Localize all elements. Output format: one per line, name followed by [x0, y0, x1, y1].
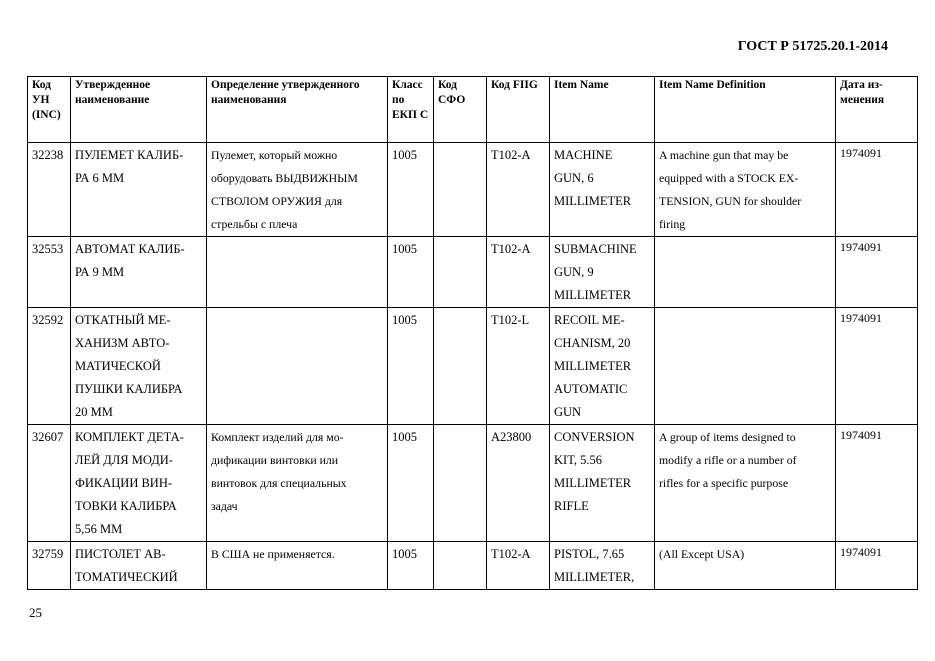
cell-sfo	[434, 425, 487, 542]
table-row	[28, 143, 918, 237]
cell-definition: В США не применяется.	[207, 542, 388, 590]
col-header-class: Класс по ЕКП С	[388, 77, 434, 143]
cell-code: 32759	[28, 542, 71, 590]
cell-date: 1974091	[836, 143, 918, 237]
document-standard-header: ГОСТ Р 51725.20.1-2014	[737, 39, 888, 54]
cell-class: 1005	[388, 308, 434, 425]
col-header-date: Дата из- менения	[836, 77, 918, 143]
cell-class: 1005	[388, 143, 434, 237]
table-row	[28, 542, 918, 590]
cell-name: АВТОМАТ КАЛИБ- РА 9 ММ	[71, 237, 207, 308]
table-header-row	[28, 77, 918, 143]
cell-date: 1974091	[836, 237, 918, 308]
cell-fiig: T102-A	[487, 542, 550, 590]
cell-definition: Комплект изделий для мо- дификации винтовки или винтовок для специальных задач	[207, 425, 388, 542]
col-header-item-name: Item Name	[550, 77, 655, 143]
cell-sfo	[434, 308, 487, 425]
cell-definition	[207, 308, 388, 425]
cell-class: 1005	[388, 542, 434, 590]
cell-date: 1974091	[836, 425, 918, 542]
cell-item-name: MACHINE GUN, 6 MILLIMETER	[550, 143, 655, 237]
col-header-approved-name: Утвержденное наименование	[71, 77, 207, 143]
cell-item-name: PISTOL, 7.65 MILLIMETER,	[550, 542, 655, 590]
cell-fiig: T102-L	[487, 308, 550, 425]
cell-item-definition	[655, 237, 836, 308]
items-table	[27, 76, 918, 590]
cell-fiig: A23800	[487, 425, 550, 542]
cell-fiig: T102-A	[487, 143, 550, 237]
cell-sfo	[434, 237, 487, 308]
cell-definition	[207, 237, 388, 308]
col-header-item-definition: Item Name Definition	[655, 77, 836, 143]
cell-code: 32238	[28, 143, 71, 237]
cell-name: ПУЛЕМЕТ КАЛИБ- РА 6 ММ	[71, 143, 207, 237]
cell-name: ПИСТОЛЕТ АВ- ТОМАТИЧЕСКИЙ	[71, 542, 207, 590]
col-header-code: Код УН (INC)	[28, 77, 71, 143]
table-row	[28, 308, 918, 425]
cell-sfo	[434, 542, 487, 590]
table-row	[28, 425, 918, 542]
cell-item-definition: (All Except USA)	[655, 542, 836, 590]
cell-item-name: RECOIL ME- CHANISM, 20 MILLIMETER AUTOMATIC GUN	[550, 308, 655, 425]
cell-item-definition	[655, 308, 836, 425]
col-header-fiig: Код FIIG	[487, 77, 550, 143]
cell-class: 1005	[388, 237, 434, 308]
cell-date: 1974091	[836, 308, 918, 425]
cell-date: 1974091	[836, 542, 918, 590]
cell-class: 1005	[388, 425, 434, 542]
cell-code: 32607	[28, 425, 71, 542]
cell-item-name: CONVERSION KIT, 5.56 MILLIMETER RIFLE	[550, 425, 655, 542]
cell-fiig: T102-A	[487, 237, 550, 308]
cell-definition: Пулемет, который можно оборудовать ВЫДВИЖНЫМ СТВОЛОМ ОРУЖИЯ для стрельбы с плеча	[207, 143, 388, 237]
cell-name: ОТКАТНЫЙ МЕ- ХАНИЗМ АВТО- МАТИЧЕСКОЙ ПУШКИ КАЛИБРА 20 ММ	[71, 308, 207, 425]
table-row	[28, 237, 918, 308]
page-number: 25	[29, 605, 42, 620]
cell-code: 32592	[28, 308, 71, 425]
cell-sfo	[434, 143, 487, 237]
cell-name: КОМПЛЕКТ ДЕТА- ЛЕЙ ДЛЯ МОДИ- ФИКАЦИИ ВИН- ТОВКИ КАЛИБРА 5,56 ММ	[71, 425, 207, 542]
cell-item-definition: A group of items designed to modify a rifle or a number of rifles for a specific purpose	[655, 425, 836, 542]
cell-item-name: SUBMACHINE GUN, 9 MILLIMETER	[550, 237, 655, 308]
cell-code: 32553	[28, 237, 71, 308]
cell-item-definition: A machine gun that may be equipped with a STOCK EX- TENSION, GUN for shoulder firing	[655, 143, 836, 237]
col-header-definition: Определение утвержденного наименования	[207, 77, 388, 143]
col-header-sfo: Код СФО	[434, 77, 487, 143]
